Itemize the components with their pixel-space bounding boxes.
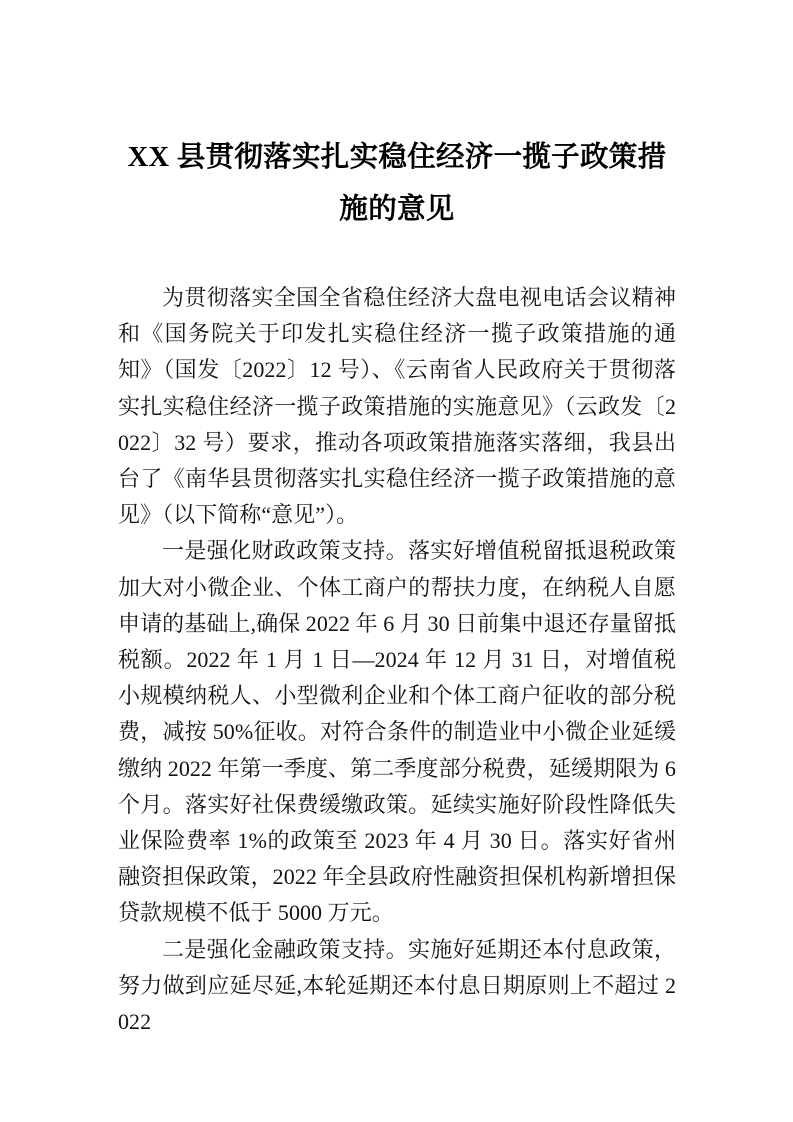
page-title-line-1: XX 县贯彻落实扎实稳住经济一揽子政策措	[127, 142, 667, 173]
paragraph-fiscal-policy: 一是强化财政政策支持。落实好增值税留抵退税政策加大对小微企业、个体工商户的帮扶力度，在纳税人自愿申请的基础上,确保 2022 年 6 月 30 日前集中退还存量留抵税额。2022 年 1 月 1 日—2024 年 12 月 31 日，对增值税小规模纳税人、小型微利企业和个体工商户征收的部分税费，减按 50%征收。对符合条件的制造业中小微企业延缓缴纳 2022 年第一季度、第二季度部分税费，延缓期限为 6 个月。落实好社保费缓缴政策。延续实施好阶段性降低失业保险费率 1%的政策至 2023 年 4 月 30 日。落实好省州融资担保政策，2022 年全县政府性融资担保机构新增担保贷款规模不低于 5000 万元。	[118, 538, 676, 926]
page-title-line-2: 施的意见	[339, 194, 455, 225]
paragraph-financial-policy: 二是强化金融政策支持。实施好延期还本付息政策，努力做到应延尽延,本轮延期还本付息日期原则上不超过 2022	[118, 936, 676, 1035]
paragraph-intro: 为贯彻落实全国全省稳住经济大盘电视电话会议精神和《国务院关于印发扎实稳住经济一揽子政策措施的通知》（国发〔2022〕12 号）、《云南省人民政府关于贯彻落实扎实稳住经济一揽子政策措施的实施意见》（云政发〔2022〕32 号）要求，推动各项政策措施落实落细，我县出台了《南华县贯彻落实扎实稳住经济一揽子政策措施的意见》（以下简称“意见”）。	[118, 285, 676, 528]
document-body	[118, 280, 676, 1040]
page-content	[118, 0, 676, 1040]
page-title	[118, 0, 676, 236]
